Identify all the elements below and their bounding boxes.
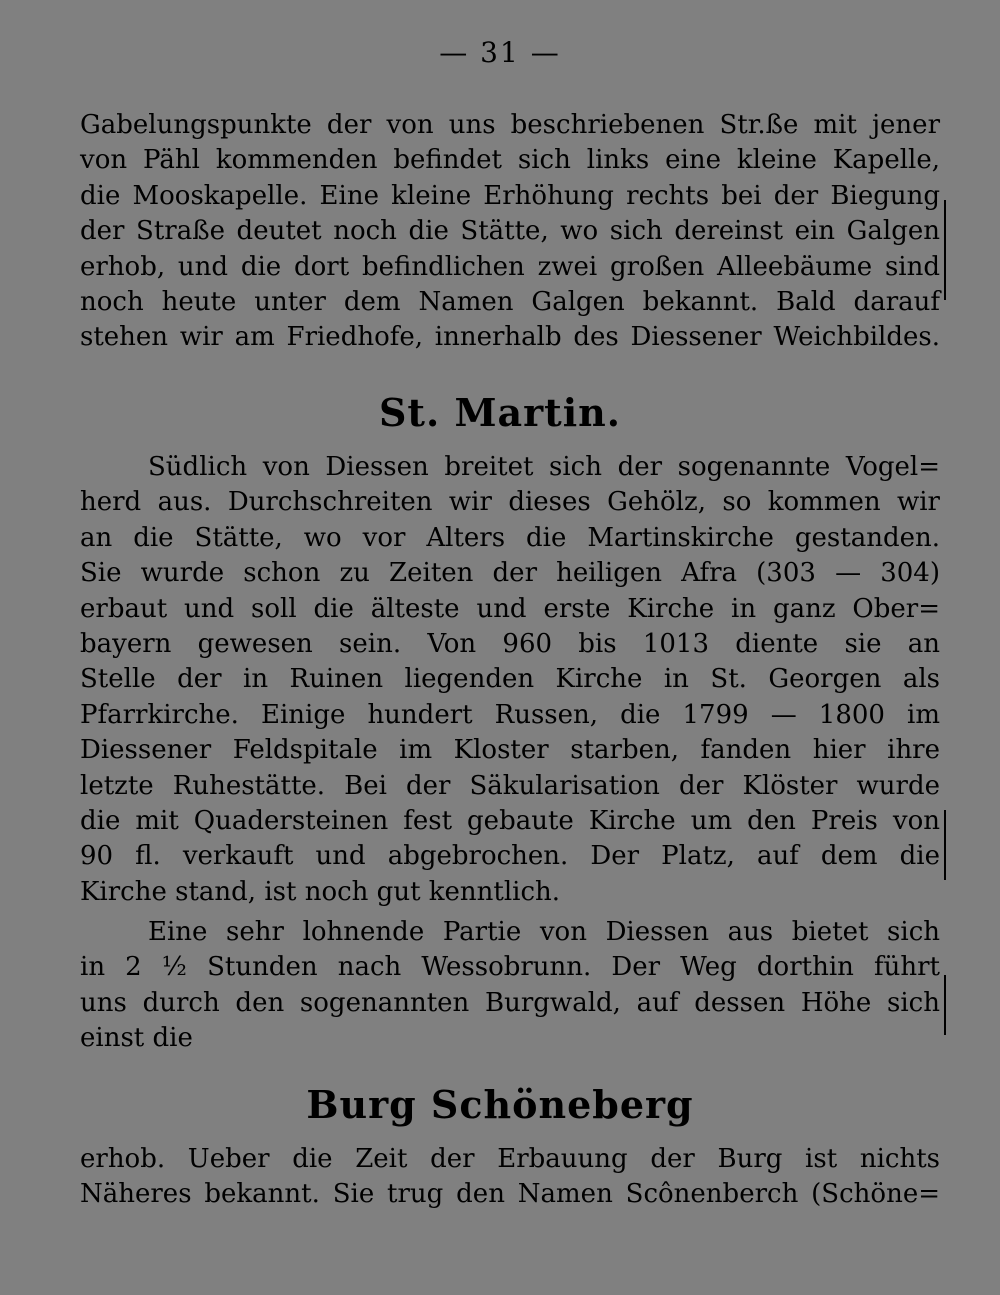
section-heading-st-martin: St. Martin. <box>378 390 621 435</box>
text-line: einst die <box>80 1023 193 1054</box>
paragraph-burg-schoeneberg <box>80 1142 940 1213</box>
text-line: der Straße deutet noch die Stätte, wo sich dereinst ein Galgen <box>80 216 940 247</box>
text-line: die mit Quadersteinen fest gebaute Kirche um den Preis von <box>80 805 940 836</box>
text-line: Pfarrkirche. Einige hundert Russen, die 1799 — 1800 im <box>80 699 940 730</box>
text-line: Sie wurde schon zu Zeiten der heiligen Afra (303 — 304) <box>80 558 940 589</box>
text-line: 90 fl. verkauft und abgebrochen. Der Platz, auf dem die <box>80 841 940 872</box>
text-line: stehen wir am Friedhofe, innerhalb des Diessener Weichbildes. <box>80 322 940 353</box>
text-line: Stelle der in Ruinen liegenden Kirche in St. Georgen als <box>80 664 940 695</box>
margin-pencil-mark <box>944 975 946 1035</box>
text-line: erhob, und die dort befindlichen zwei großen Alleebäume sind <box>80 251 940 282</box>
text-line: Diessener Feldspitale im Kloster starben, fanden hier ihre <box>80 735 940 766</box>
text-line: Eine sehr lohnende Partie von Diessen aus bietet sich <box>148 917 940 947</box>
text-line: Südlich von Diessen breitet sich der sogenannte Vogel= <box>148 452 940 482</box>
text-line: letzte Ruhestätte. Bei der Säkularisation der Klöster wurde <box>80 770 940 801</box>
text-line: von Pähl kommenden befindet sich links eine kleine Kapelle, <box>80 145 940 176</box>
text-line: Gabelungspunkte der von uns beschriebenen Str.ße mit jener <box>80 110 940 140</box>
text-line: bayern gewesen sein. Von 960 bis 1013 diente sie an <box>80 628 940 659</box>
paragraph-st-martin <box>80 450 940 910</box>
margin-pencil-mark <box>944 200 946 300</box>
margin-pencil-mark <box>944 810 946 880</box>
text-line: noch heute unter dem Namen Galgen bekannt. Bald darauf <box>80 286 940 317</box>
paragraph-galgen <box>80 108 940 356</box>
text-line: Kirche stand, ist noch gut kenntlich. <box>80 876 561 907</box>
text-line: an die Stätte, wo vor Alters die Martinskirche gestanden. <box>80 522 940 553</box>
text-line: die Mooskapelle. Eine kleine Erhöhung rechts bei der Biegung <box>80 180 940 211</box>
page-number: — 31 — <box>439 36 561 69</box>
section-heading-burg-schoeneberg: Burg Schöneberg <box>306 1082 694 1127</box>
text-line: herd aus. Durchschreiten wir dieses Gehölz, so kommen wir <box>80 487 940 518</box>
text-line: in 2 ½ Stunden nach Wessobrunn. Der Weg dorthin führt <box>80 952 940 983</box>
text-line: erhob. Ueber die Zeit der Erbauung der Burg ist nichts <box>80 1144 940 1174</box>
paragraph-wessobrunn <box>80 915 940 1057</box>
text-line: erbaut und soll die älteste und erste Kirche in ganz Ober= <box>80 593 940 624</box>
text-line: Näheres bekannt. Sie trug den Namen Scônenberch (Schöne= <box>80 1179 940 1210</box>
text-line: uns durch den sogenannten Burgwald, auf dessen Höhe sich <box>80 987 940 1018</box>
